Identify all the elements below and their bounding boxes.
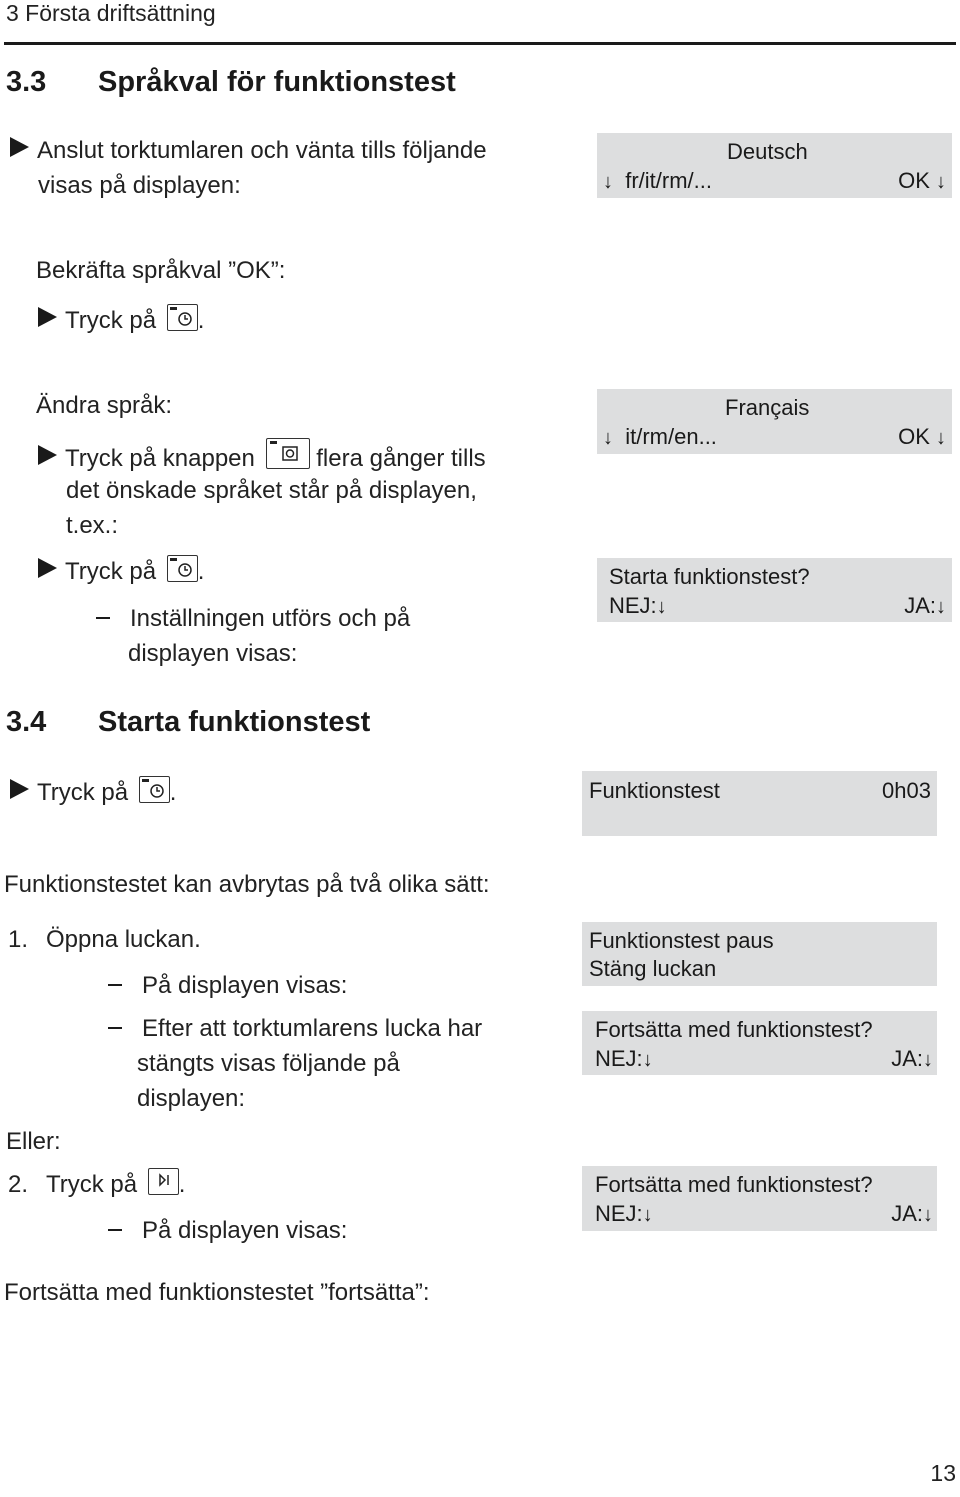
confirm-heading: Bekräfta språkval ”OK”: [36,257,286,284]
option-number: 2. [8,1171,29,1198]
start-timer-icon [167,555,198,582]
section-number: 3.3 [6,66,47,98]
bullet-triangle-icon [38,558,57,578]
dash-icon [108,984,122,986]
display-text: Deutsch [727,139,808,164]
display-row: JA:↓ [891,1201,933,1226]
option-text: Tryck på . [46,1167,185,1202]
change-heading: Ändra språk: [36,392,173,419]
display-continue-test [582,1011,937,1075]
section-number: 3.4 [6,706,47,738]
display-text: Français [725,395,810,420]
result-line: displayen visas: [128,640,298,667]
arrow-down-icon: ↓ [936,596,946,618]
instruction-step: Anslut torktumlaren och vänta tills följande [10,133,487,168]
arrow-down-icon: ↓ [642,1204,653,1226]
arrow-down-icon: ↓ [656,596,667,618]
result-line: På displayen visas: [108,1213,347,1248]
continue-text: Fortsätta med funktionstestet ”fortsätta”: [4,1279,430,1306]
display-row: JA:↓ [891,1046,933,1071]
page-number: 13 [930,1460,956,1486]
instruction-step-cont: visas på displayen: [38,172,241,199]
dash-icon [96,617,110,619]
display-row: NEJ:↓ [595,1046,653,1071]
arrow-down-icon: ↓ [923,1204,933,1226]
bullet-triangle-icon [38,445,57,465]
instruction-step: Tryck på knappen flera gånger tills [38,438,486,476]
display-francais [597,389,952,454]
display-test-paused [582,922,937,986]
result-line: På displayen visas: [108,968,347,1003]
display-row: OK ↓ [898,168,946,193]
running-head: 3 Första driftsättning [6,0,216,26]
instruction-step: Tryck på . [38,303,204,338]
section-heading-3-4 [6,706,370,739]
result-line: stängts visas följande på [137,1050,400,1077]
bullet-triangle-icon [38,307,57,327]
result-line: Inställningen utförs och på [96,601,410,636]
header-rule [4,42,956,45]
display-time: 0h03 [882,778,931,803]
display-functiontest-running [582,771,937,836]
section-title: Starta funktionstest [98,706,371,738]
language-select-icon [266,438,310,469]
option-text: Öppna luckan. [46,926,201,953]
instruction-step-cont: det önskade språket står på displayen, [66,477,477,504]
arrow-down-icon: ↓ [642,1049,653,1071]
arrow-down-icon: ↓ [923,1049,933,1071]
arrow-down-icon: ↓ [603,171,613,193]
abort-intro: Funktionstestet kan avbrytas på två olika sätt: [4,871,490,898]
display-row: OK ↓ [898,424,946,449]
bullet-triangle-icon [10,137,29,157]
result-line: displayen: [137,1085,246,1112]
display-row: ↓ fr/it/rm/... [603,168,712,193]
or-label: Eller: [6,1128,61,1155]
start-timer-icon [139,776,170,803]
arrow-down-icon: ↓ [936,171,946,193]
section-title: Språkval för funktionstest [98,66,456,98]
section-heading-3-3 [6,66,456,99]
display-text: Starta funktionstest? [609,564,810,589]
instruction-step: Tryck på . [38,554,204,589]
display-row: JA:↓ [904,593,946,618]
bullet-triangle-icon [10,779,29,799]
display-text: Funktionstest paus [589,928,774,953]
display-text: Fortsätta med funktionstest? [595,1017,873,1042]
display-row: NEJ:↓ [609,593,667,618]
start-timer-icon [167,304,198,331]
display-row: ↓ it/rm/en... [603,424,717,449]
instruction-step: Tryck på . [10,775,176,810]
dash-icon [108,1229,122,1231]
start-pause-icon [148,1168,179,1195]
display-text: Funktionstest [589,778,720,803]
result-line: Efter att torktumlarens lucka har [108,1011,482,1046]
display-text: Stäng luckan [589,956,717,981]
arrow-down-icon: ↓ [936,427,946,449]
display-deutsch [597,133,952,198]
display-continue-test [582,1166,937,1231]
display-row: NEJ:↓ [595,1201,653,1226]
arrow-down-icon: ↓ [603,427,613,449]
instruction-step-cont: t.ex.: [66,512,119,539]
dash-icon [108,1027,122,1029]
display-start-test [597,558,952,622]
display-text: Fortsätta med funktionstest? [595,1172,873,1197]
option-number: 1. [8,926,29,953]
